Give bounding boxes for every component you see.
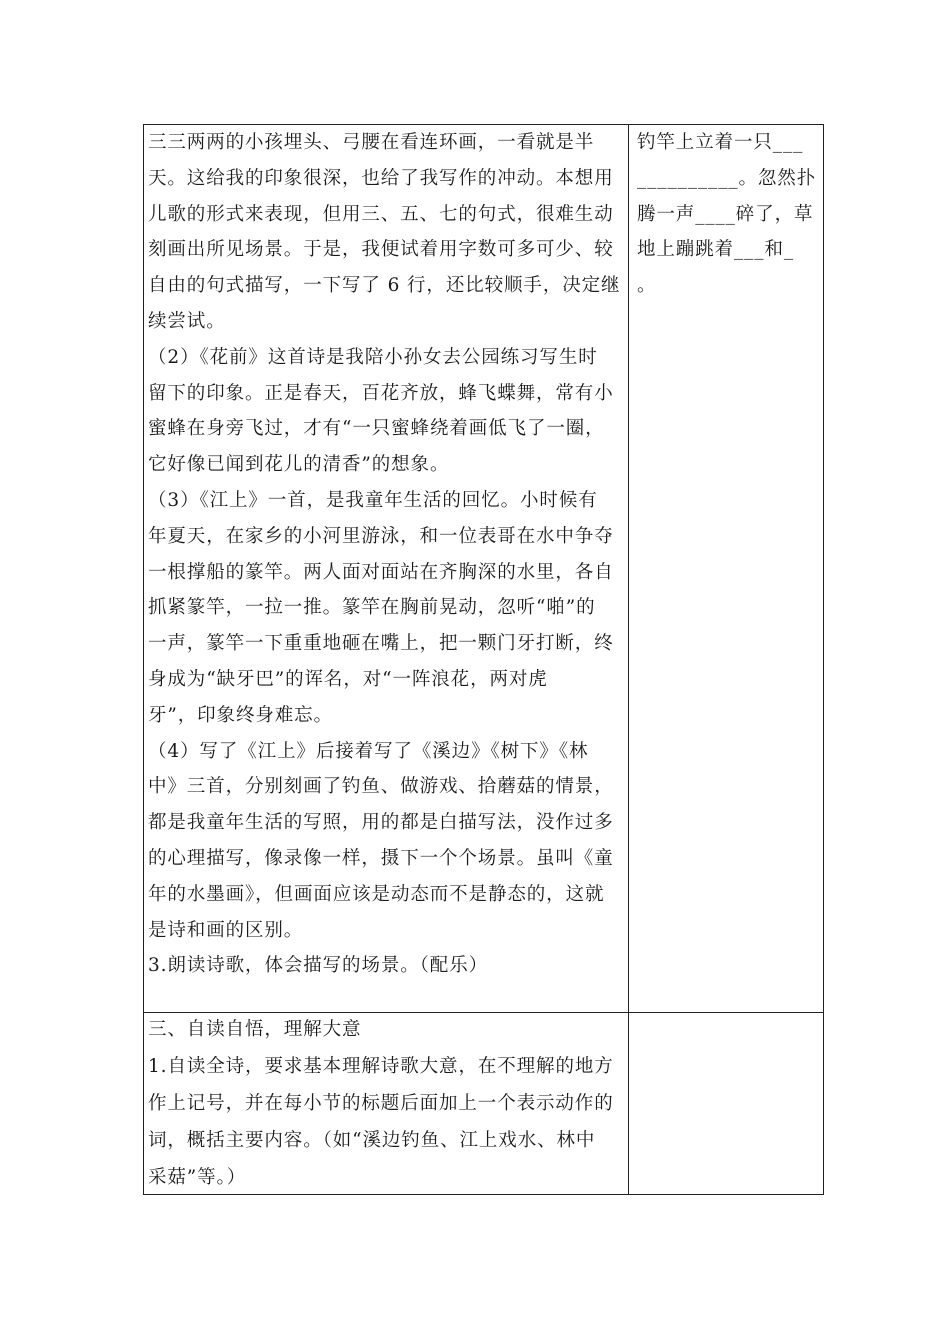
text-line: 年的水墨画》，但画面应该是动态而不是静态的，这就: [148, 883, 605, 905]
text-line: 刻画出所见场景。于是，我便试着用字数可多可少、较: [148, 239, 614, 261]
fill-blank-line: 地上蹦跳着___和_: [637, 239, 795, 261]
fill-blank-line: __________。忽然扑: [637, 167, 817, 189]
text-line: 采菇”等。）: [148, 1167, 247, 1188]
exercise-cell: [628, 124, 824, 1013]
text-line: （2）《花前》这首诗是我陪小孙女去公园练习写生时: [148, 346, 598, 368]
text-line: 蜜蜂在身旁飞过，才有“一只蜜蜂绕着画低飞了一圈，: [148, 418, 605, 440]
fill-blank-line: 钓竿上立着一只___: [637, 132, 804, 153]
text-line: 抓紧篆竿，一拉一推。篆竿在胸前晃动，忽听“啪”的: [148, 597, 596, 619]
lesson-table: [143, 124, 824, 1195]
text-line: 年夏天，在家乡的小河里游泳，和一位表哥在水中争夺: [148, 525, 614, 547]
text-line: 天。这给我的印象很深，也给了我写作的冲动。本想用: [148, 167, 614, 189]
text-line: 一声，篆竿一下重重地砸在嘴上，把一颗门牙打断，终: [148, 633, 614, 655]
fill-blank-line: 腾一声____碎了，草: [637, 203, 814, 225]
text-line: 身成为“缺牙巴”的诨名，对“一阵浪花，两对虎: [148, 669, 548, 690]
text-line: 它好像已闻到花儿的清香”的想象。: [148, 454, 450, 476]
text-line: 1.自读全诗，要求基本理解诗歌大意，在不理解的地方: [148, 1056, 614, 1077]
text-line: 是诗和画的区别。: [148, 919, 304, 941]
section-heading: 三、自读自悟，理解大意: [148, 1019, 362, 1040]
text-line: 三三两两的小孩埋头、弓腰在看连环画，一看就是半: [148, 132, 595, 153]
text-line: （3）《江上》一首，是我童年生活的回忆。小时候有: [148, 490, 598, 511]
text-line: 中》三首，分别刻画了钓鱼、做游戏、拾蘑菇的情景，: [148, 776, 614, 798]
empty-notes-cell: [628, 1012, 824, 1195]
text-line: （4）写了《江上》后接着写了《溪边》《树下》《林: [148, 740, 589, 762]
text-line: 自由的句式描写，一下写了 6 行，还比较顺手，决定继: [148, 275, 621, 297]
text-line: 作上记号，并在每小节的标题后面加上一个表示动作的: [148, 1093, 614, 1114]
text-line: 3.朗读诗歌，体会描写的场景。（配乐）: [148, 955, 489, 977]
text-line: 儿歌的形式来表现，但用三、五、七的句式，很难生动: [148, 203, 614, 225]
text-line: 词，概括主要内容。（如“溪边钓鱼、江上戏水、林中: [148, 1130, 596, 1151]
text-line: 续尝试。: [148, 311, 226, 332]
text-line: 牙”，印象终身难忘。: [148, 704, 333, 726]
text-line: 留下的印象。正是春天，百花齐放，蜂飞蝶舞，常有小: [148, 382, 614, 404]
text-line: 一根撑船的篆竿。两人面对面站在齐胸深的水里，各自: [148, 561, 614, 583]
lesson-content-cell: [143, 124, 629, 1013]
section-three-cell: [143, 1012, 629, 1195]
fill-blank-line: 。: [637, 275, 657, 297]
text-line: 都是我童年生活的写照，用的都是白描写法，没作过多: [148, 812, 614, 834]
text-line: 的心理描写，像录像一样，摄下一个个场景。虽叫《童: [148, 848, 614, 869]
